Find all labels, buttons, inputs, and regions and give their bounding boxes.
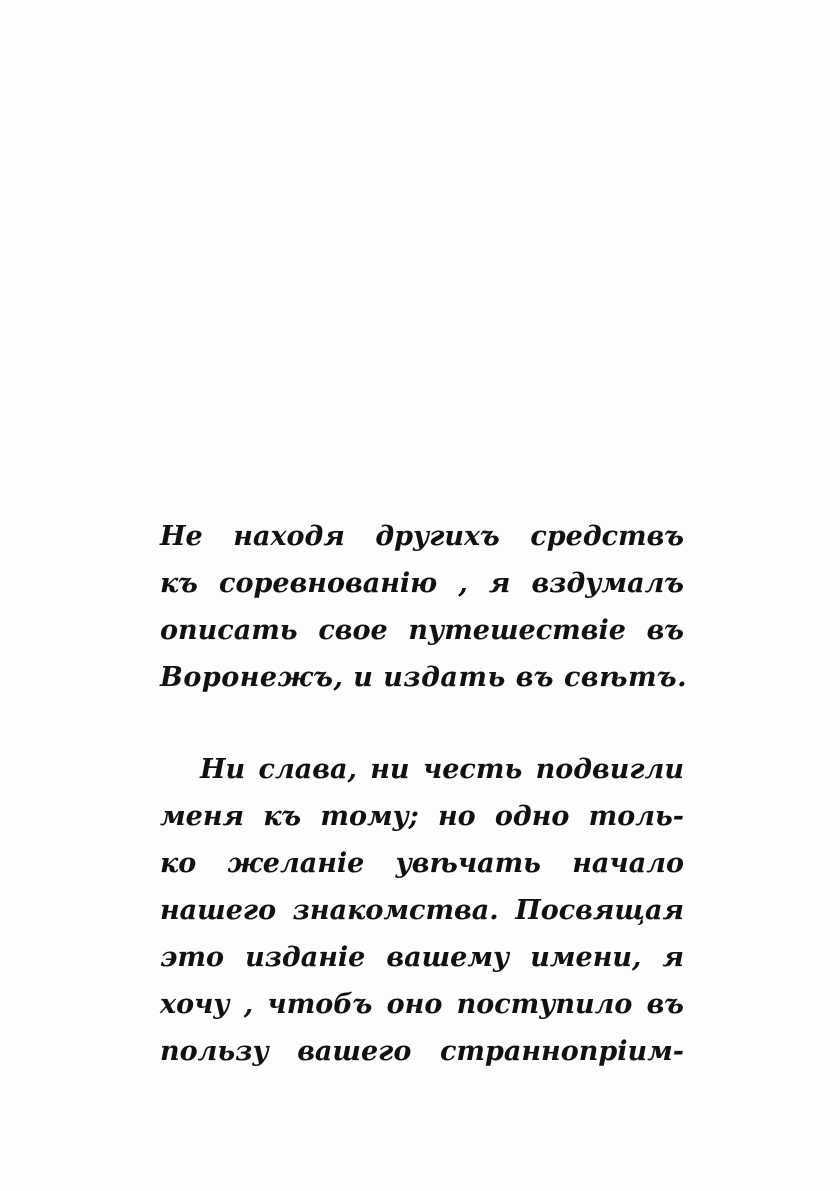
text-line: меня къ тому; но одно толь- [160,801,684,832]
text-line: Не находя другихъ средствъ [160,521,684,552]
text-line: къ соревнованію , я вздумалъ [160,568,684,599]
text-line: Ни слава, ни честь подвигли [200,754,684,785]
text-line: ко желаніе увѣчать начало [160,848,684,879]
paragraph-1 [160,513,688,701]
text-line: Воронежъ, и издать въ свѣтъ. [160,662,688,693]
paragraph-2 [160,746,684,1075]
text-line: хочу , чтобъ оно поступило въ [160,989,684,1020]
text-line: нашего знакомства. Посвящая [160,895,684,926]
text-line: описать свое путешествіе въ [160,615,684,646]
text-line: это изданіе вашему имени, я [160,942,684,973]
text-line: пользу вашего страннопріим- [160,1036,684,1067]
